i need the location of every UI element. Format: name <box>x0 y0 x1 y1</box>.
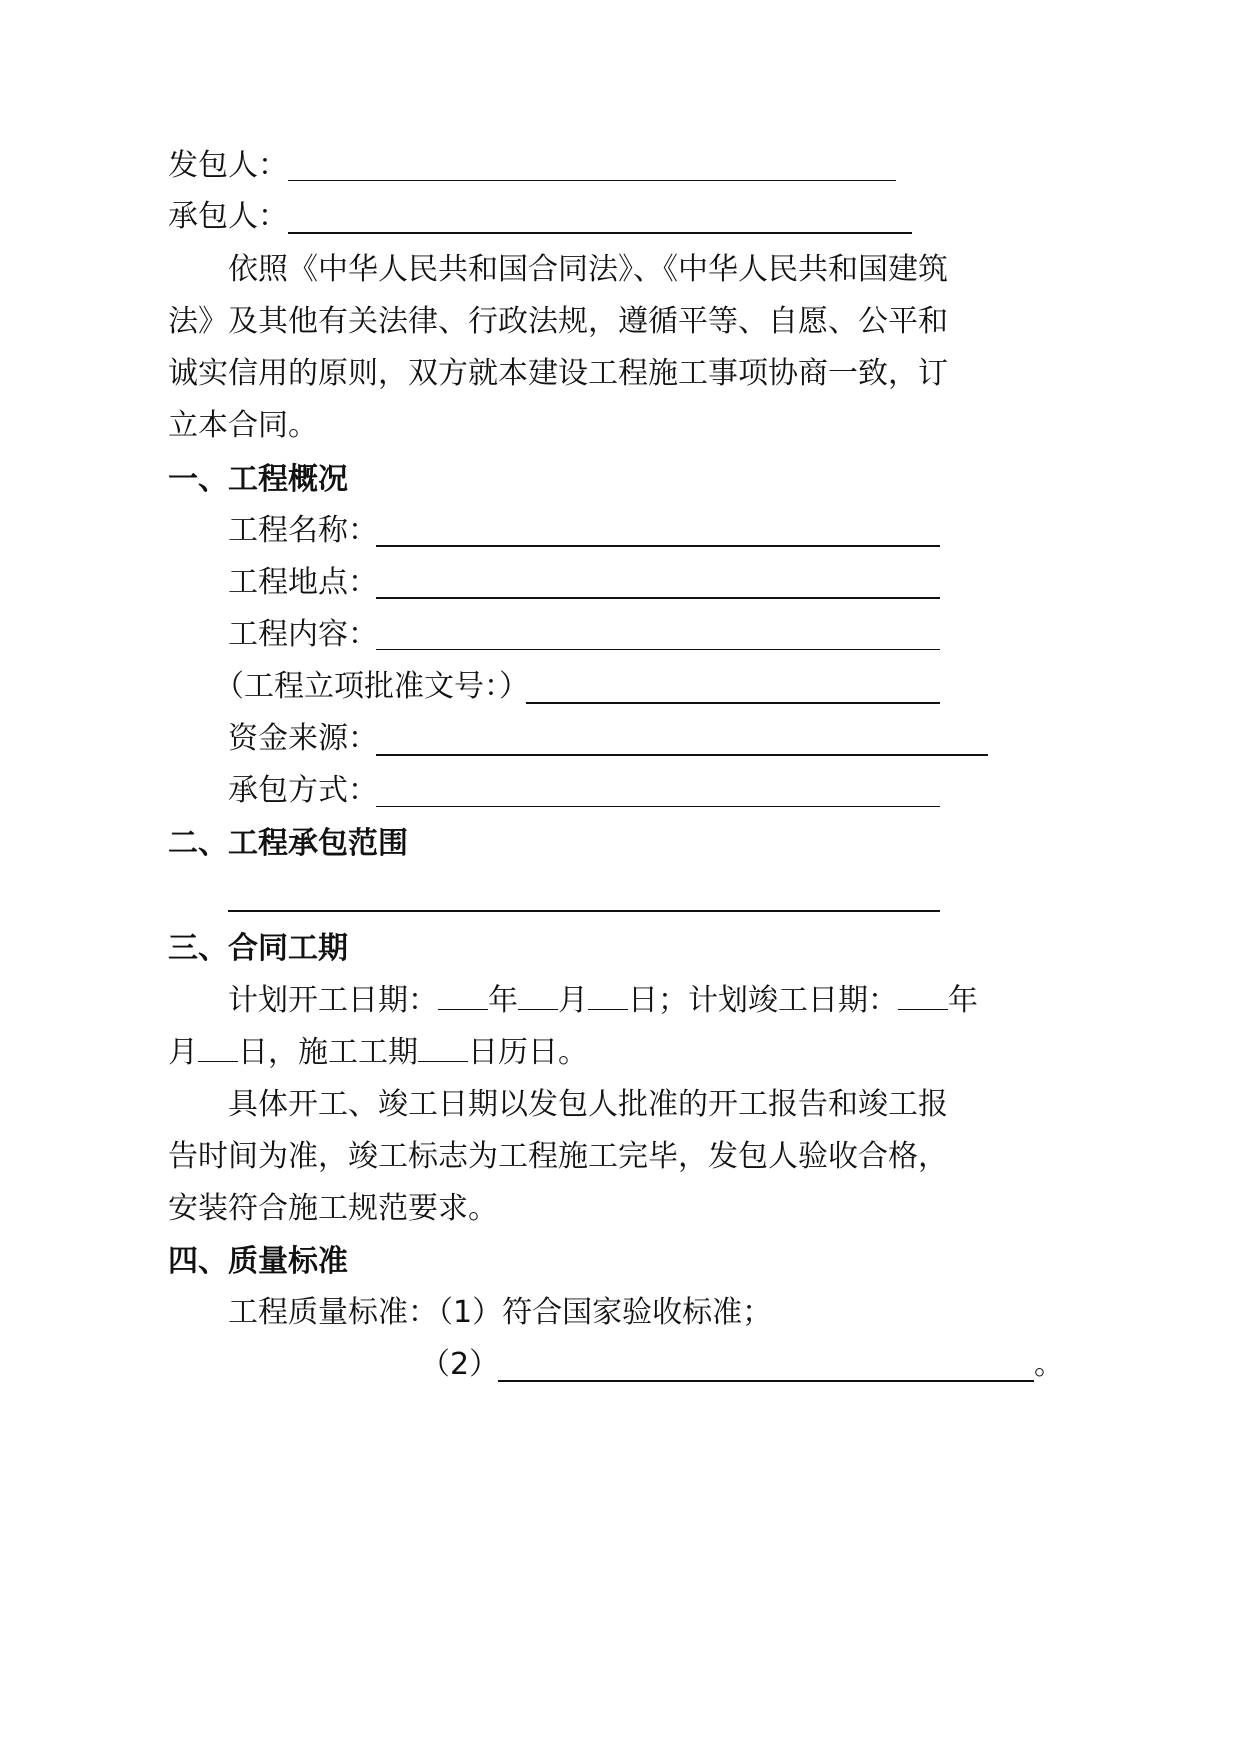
preamble-line-2: 法》及其他有关法律、行政法规，遵循平等、自愿、公平和 <box>168 304 948 339</box>
separator: ； <box>658 983 688 1018</box>
contractor-label: 承包人： <box>168 199 288 234</box>
month-unit: 月 <box>558 983 588 1018</box>
start-year-blank[interactable] <box>438 981 488 1010</box>
project-name-blank[interactable] <box>376 545 940 547</box>
quality-standard-line-1: 工程质量标准：（1）符合国家验收标准； <box>228 1295 773 1330</box>
project-location-blank[interactable] <box>376 597 940 599</box>
preamble-line-4: 立本合同。 <box>168 408 318 443</box>
schedule-para-line-1: 具体开工、竣工日期以发包人批准的开工报告和竣工报 <box>228 1087 948 1122</box>
funding-source-blank[interactable] <box>376 754 988 756</box>
day-unit: 日 <box>238 1035 268 1070</box>
project-location-label: 工程地点： <box>228 565 378 600</box>
end-month-blank[interactable] <box>198 1033 238 1062</box>
section-2-heading: 二、工程承包范围 <box>168 826 408 861</box>
year-unit: 年 <box>488 983 518 1018</box>
schedule-para-line-3: 安装符合施工规范要求。 <box>168 1191 498 1226</box>
day-unit: 日 <box>628 983 658 1018</box>
quality-standard-item-2-period: 。 <box>1034 1347 1064 1382</box>
funding-source-label: 资金来源： <box>228 721 378 756</box>
project-content-label: 工程内容： <box>228 617 378 652</box>
approval-number-label: （工程立项批准文号：） <box>214 669 529 704</box>
project-content-blank[interactable] <box>376 649 940 650</box>
contract-method-blank[interactable] <box>376 806 940 807</box>
contract-method-label: 承包方式： <box>228 773 378 808</box>
month-unit: 月 <box>168 1035 198 1070</box>
employer-label: 发包人： <box>168 148 288 183</box>
approval-number-blank[interactable] <box>526 702 940 704</box>
duration-label: ，施工工期 <box>268 1035 418 1070</box>
calendar-days-label: 日历日。 <box>468 1035 588 1070</box>
start-month-blank[interactable] <box>518 981 558 1010</box>
section-3-heading: 三、合同工期 <box>168 931 348 966</box>
year-unit: 年 <box>948 983 978 1018</box>
contractor-blank[interactable] <box>288 232 912 234</box>
duration-days-blank[interactable] <box>418 1033 468 1062</box>
scope-blank[interactable] <box>228 910 940 912</box>
end-year-blank[interactable] <box>898 981 948 1010</box>
section-4-heading: 四、质量标准 <box>168 1244 348 1279</box>
planned-end-label: 计划竣工日期： <box>688 983 898 1018</box>
start-day-blank[interactable] <box>588 981 628 1010</box>
quality-standard-item-2-label: （2） <box>420 1347 500 1382</box>
schedule-line-2 <box>168 1033 588 1073</box>
planned-start-label: 计划开工日期： <box>228 983 438 1018</box>
project-name-label: 工程名称： <box>228 513 378 548</box>
preamble-line-3: 诚实信用的原则，双方就本建设工程施工事项协商一致，订 <box>168 356 948 391</box>
schedule-para-line-2: 告时间为准，竣工标志为工程施工完毕，发包人验收合格， <box>168 1139 948 1174</box>
preamble-line-1: 依照《中华人民共和国合同法》、《中华人民共和国建筑 <box>228 252 948 287</box>
quality-standard-item-2-blank[interactable] <box>498 1380 1034 1382</box>
schedule-line-1 <box>228 981 978 1021</box>
section-1-heading: 一、工程概况 <box>168 462 348 497</box>
employer-blank[interactable] <box>288 180 896 181</box>
